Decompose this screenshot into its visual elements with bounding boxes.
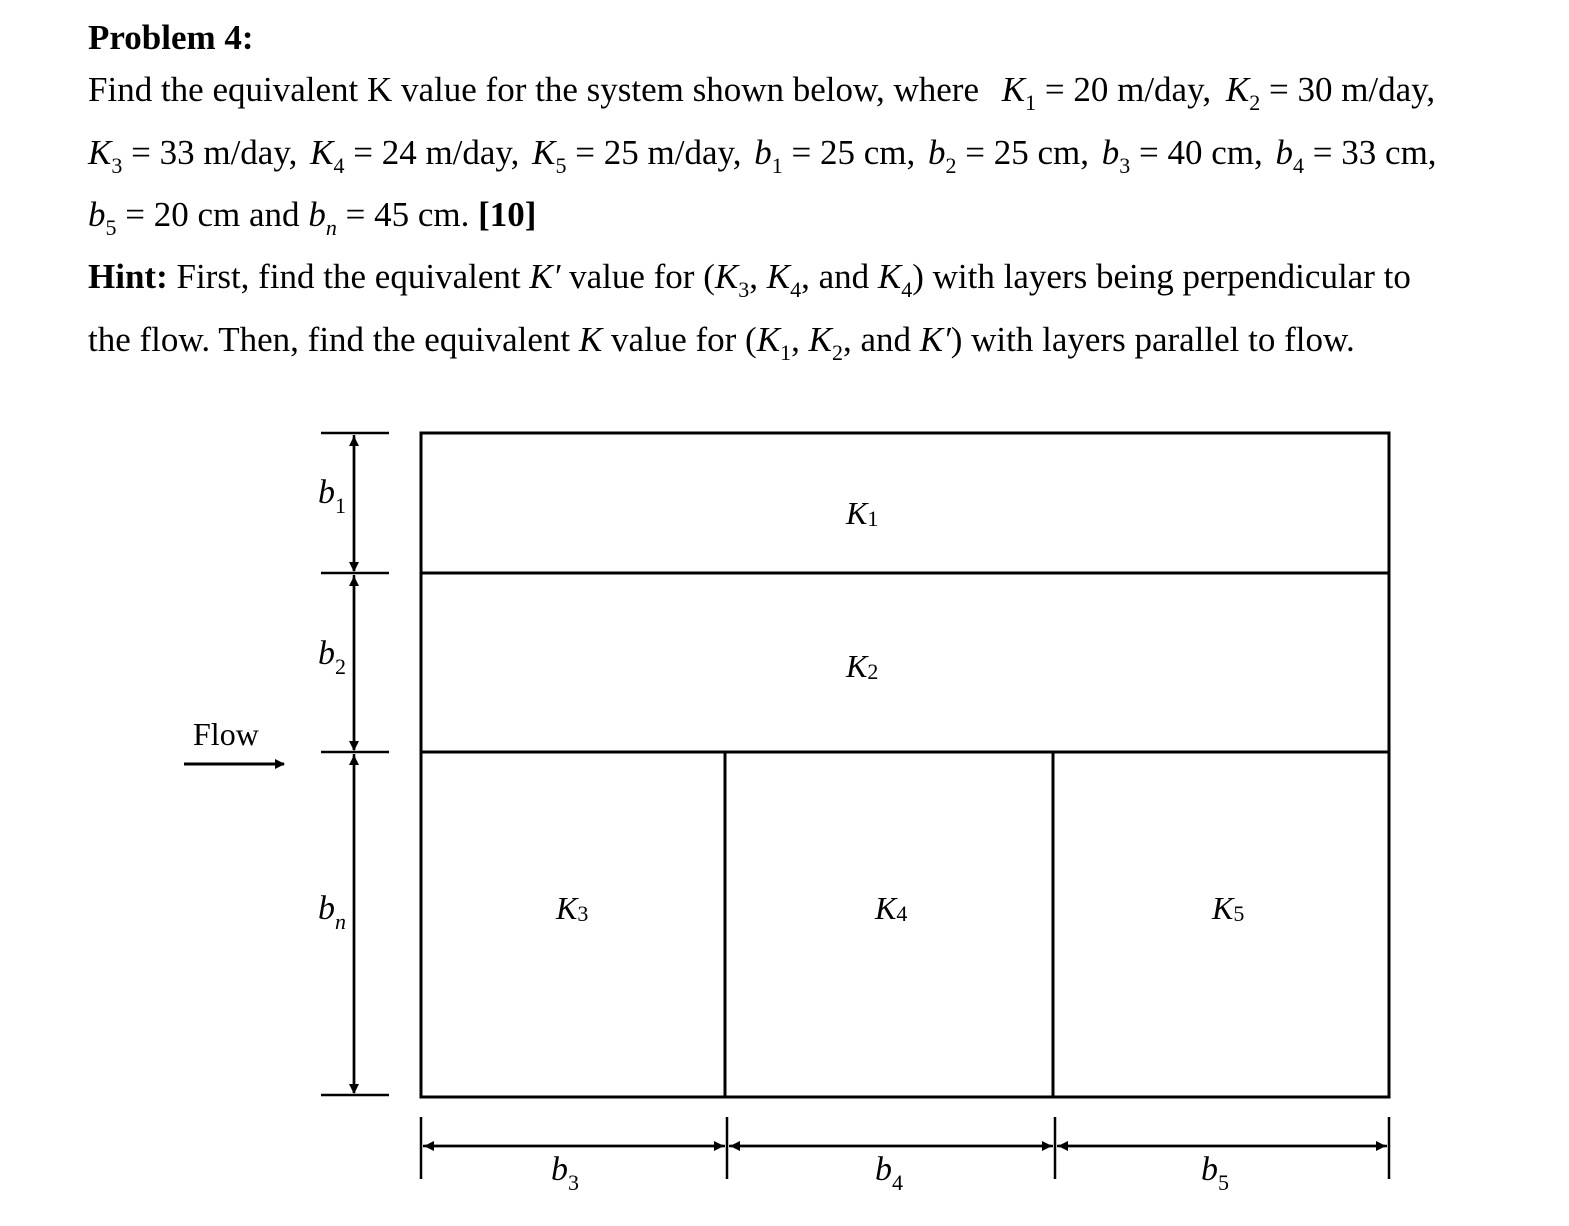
layer-label-k5: K5 xyxy=(1212,890,1245,926)
hint-line-1: Hint: First, find the equivalent K′ value for ($K_3$, $K_4$, and $K_4$) with layers being perpendicular to xyxy=(88,257,1411,302)
dim-label-bn: $b_n$ xyxy=(318,890,346,934)
vertical-dimension xyxy=(321,433,389,1095)
intro-text: Find the equivalent K value for the system shown below, where xyxy=(88,70,979,109)
dim-label-b2: $b_2$ xyxy=(318,635,346,679)
outer-box xyxy=(421,433,1389,1097)
problem-text-line-1: Find the equivalent K value for the system shown below, where $K_1 = 20$ m/day, $K_2 = 30$ m/day, xyxy=(88,70,1436,115)
problem-text-line-2: $K_3 = 33$ m/day, $K_4 = 24$ m/day, $K_5 = 25$ m/day, $b_1 = 25$ cm, $b_2 = 25$ cm, $b_3 = 40$ cm, $b_4 = 33$ cm, xyxy=(88,133,1437,178)
layer-label-k4: K4 xyxy=(875,890,908,926)
layer-outline xyxy=(421,433,1389,1097)
layer-label-k3: K3 xyxy=(556,890,589,926)
flow-label: Flow xyxy=(193,716,259,752)
dim-label-b1: $b_1$ xyxy=(318,474,346,518)
dim-label-b3: $b_3$ xyxy=(551,1151,579,1195)
hint-label: Hint: xyxy=(88,257,168,296)
layer-label-k1: K1 xyxy=(846,495,879,531)
marks: [10] xyxy=(478,195,537,234)
hint-line-2: the flow. Then, find the equivalent K value for ($K_1$, $K_2$, and K′) with layers parallel to flow. xyxy=(88,320,1355,365)
dim-label-b5: $b_5$ xyxy=(1201,1151,1229,1195)
dim-label-b4: $b_4$ xyxy=(875,1151,903,1195)
problem-text-line-3: $b_5 = 20$ cm and $b_n = 45$ cm. [10] xyxy=(88,195,537,240)
problem-title: Problem 4: xyxy=(88,18,254,57)
layer-label-k2: K2 xyxy=(846,648,879,684)
